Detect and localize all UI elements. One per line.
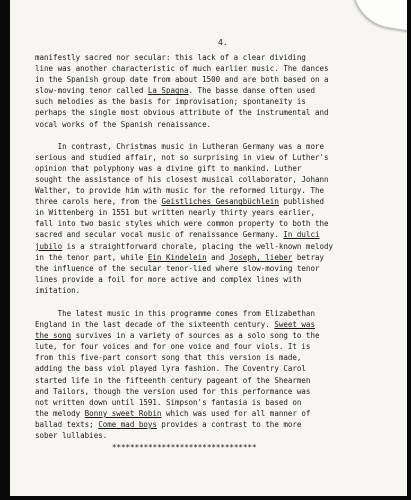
text-line (35, 196, 375, 207)
document-page (10, 0, 407, 496)
text-line (35, 74, 375, 85)
text-line (35, 85, 375, 96)
text-span: ballad texts; (35, 419, 99, 429)
text-line (35, 352, 375, 363)
paragraph-gap (35, 296, 375, 308)
underlined-title: La Spagna (147, 86, 189, 96)
text-line (35, 229, 375, 240)
underlined-title: In dulci (283, 230, 320, 240)
text-span: not written down until 1591. Simpson's fantasia is based on (35, 397, 302, 407)
paragraph-gap (35, 130, 375, 141)
text-span: sacred and secular vocal music of renaissance Germany. (35, 230, 284, 240)
text-span: imitation. (35, 285, 81, 295)
text-span: provides a contrast to the more (156, 419, 302, 429)
text-span: in Wittenberg in 1551 but written nearly thirty years earlier, (35, 208, 315, 218)
adjacent-page-corner (347, 0, 407, 35)
text-line (35, 163, 375, 174)
paragraph (35, 52, 375, 130)
text-span: perhaps the single most obvious attribute of the instrumental and (35, 108, 329, 118)
text-line (35, 363, 375, 374)
text-span: and (206, 252, 230, 262)
text-line (35, 285, 375, 296)
text-line (35, 386, 375, 397)
text-span: is a straightforward chorale, placing the well-known melody (62, 241, 334, 251)
underlined-title: jubilo (35, 241, 63, 251)
underlined-title: Come mad boys (98, 419, 157, 429)
text-line (35, 107, 375, 118)
text-line (35, 263, 375, 274)
text-span: which was used for all manner of (161, 408, 311, 418)
text-span: lines provide a foil for more active and complex lines with (35, 274, 302, 284)
text-line (35, 419, 375, 430)
text-line (35, 152, 375, 163)
text-span: the influence of the secular tenor-lied where slow-moving tenor (35, 263, 320, 273)
text-line (35, 174, 375, 185)
underlined-title: Joseph, lieber (229, 252, 293, 262)
text-span: from this five-part consort song that this version is made, (35, 353, 302, 363)
underlined-title: Bonny sweet Robin (84, 408, 162, 418)
text-line (35, 141, 375, 152)
text-span: vocal works of the Spanish renaissance. (35, 119, 212, 129)
text-span: published (278, 197, 324, 207)
page-number: 4. (218, 38, 228, 47)
text-span: three carols here, from the (35, 197, 162, 207)
text-span: Walther, to provide him with music for the reformed liturgy. The (35, 186, 324, 196)
text-line (35, 397, 375, 408)
text-line (35, 185, 375, 196)
text-line (35, 408, 375, 419)
text-span: such melodies as the basis for improvisation; spontaneity is (35, 97, 306, 107)
text-line (35, 96, 375, 107)
text-line (35, 308, 375, 319)
text-span: The latest music in this programme comes from Elizabethan (35, 308, 315, 318)
text-span: in the tenor part, while (35, 252, 148, 262)
text-span: survives in a variety of sources as a solo song to the (71, 331, 320, 341)
text-span: betray (292, 252, 324, 262)
text-span: fall into two basic styles which were common property to both the (35, 219, 329, 229)
text-line (35, 63, 375, 74)
body-text (35, 52, 375, 441)
text-span: sober lullabies. (35, 431, 108, 440)
text-line (35, 218, 375, 229)
text-span: In contrast, Christmas music in Lutheran Germany was a more (35, 141, 324, 151)
text-span: started life in the fifteenth century pageant of the Shearmen (35, 375, 311, 385)
text-span: sought the assistance of his closest musical collaborator, Johann (35, 174, 329, 184)
text-span: slow-moving tenor called (35, 86, 148, 96)
text-span: in the Spanish group date from about 1500 and are both based on a (35, 75, 329, 85)
text-line (35, 119, 375, 130)
text-line (35, 274, 375, 285)
text-span: lute, for four voices and for one voice and four viols. It is (35, 342, 311, 352)
text-line (35, 341, 375, 352)
text-span: and Tailors, though the version used for this performance was (35, 386, 311, 396)
text-line (35, 319, 375, 330)
paragraph (35, 308, 375, 441)
text-span: manifestly sacred nor secular: this lack of a clear dividing (35, 53, 306, 62)
text-line (35, 252, 375, 263)
text-line (35, 430, 375, 441)
underlined-title: Ein Kindelein (147, 252, 207, 262)
text-span: serious and studied affair, not so surprising in view of Luther's (35, 152, 329, 162)
closing-asterisk-rule: ******************************** (112, 443, 257, 452)
text-span: opinion that polyphony was a divine gift to mankind. Luther (35, 163, 302, 173)
text-line (35, 207, 375, 218)
text-line (35, 375, 375, 386)
text-line (35, 330, 375, 341)
text-line (35, 52, 375, 63)
text-span: . The basse danse often used (188, 86, 315, 96)
text-span: the melody (35, 408, 85, 418)
underlined-title: the song (35, 331, 72, 341)
paragraph (35, 141, 375, 296)
text-line (35, 241, 375, 252)
text-span: England in the last decade of the sixteenth century. (35, 320, 275, 330)
underlined-title: Geistliches Gesangbüchlein (161, 197, 279, 207)
text-span: line was another characteristic of much earlier music. The dances (35, 64, 329, 74)
underlined-title: Sweet was (274, 320, 315, 330)
text-span: adding the bass viol played lyra fashion. The Coventry Carol (35, 364, 306, 374)
